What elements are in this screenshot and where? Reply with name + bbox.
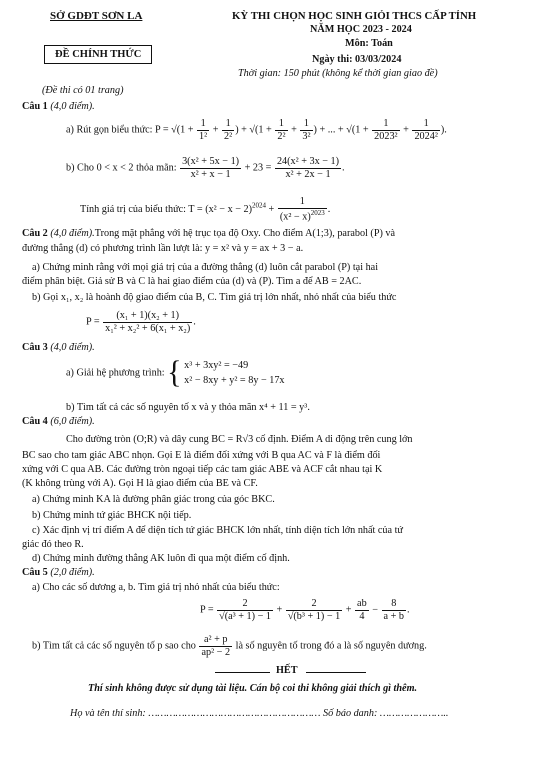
q1-heading <box>22 101 95 114</box>
q1c-exp: 2024 <box>252 201 266 210</box>
q5-title: Câu 5 <box>22 567 48 578</box>
q1-title: Câu 1 <box>22 101 48 112</box>
q1b-frac2: $\frac{\text{24(x² + 3x − 1)}}{\text{x² + 2x − 1}}$ <box>276 156 340 180</box>
q4a: a) Chứng minh KA là đường phân giác trong của góc BKC. <box>32 494 275 505</box>
q5b-numerator: a² + p <box>199 634 232 647</box>
system-brace: { <box>167 355 182 391</box>
footer-note: Thí sinh không được sử dụng tài liệu. Cán bộ coi thi không giải thích gì thêm. <box>88 683 418 694</box>
q3b: b) Tìm tất cả các số nguyên tố x và y thỏa mãn x⁴ + 11 = y³. <box>66 402 310 413</box>
q2-points: (4,0 điểm). <box>50 228 95 239</box>
q1b-end: . <box>342 162 345 174</box>
q4d: d) Chứng minh đường thẳng AK luôn đi qua một điểm cố định. <box>32 553 290 564</box>
candidate-info: Họ và tên thí sinh: ………………………………………………… Số báo danh: ………………….. <box>70 708 449 719</box>
official-badge: ĐỀ CHÍNH THỨC <box>44 45 152 64</box>
q3a <box>66 355 285 391</box>
q4-line1: Cho đường tròn (O;R) và dây cung BC = R√3 cố định. Điểm A di động trên cung lớn <box>66 434 413 445</box>
school-year: NĂM HỌC 2023 - 2024 <box>310 24 412 35</box>
q1a-text: a) Rút gọn biểu thức: P = <box>66 124 172 136</box>
q3-title: Câu 3 <box>22 342 48 353</box>
q4-line2: BC sao cho tam giác ABC nhọn. Gọi E là điểm đối xứng với B qua AC và F là điểm đối <box>22 450 381 461</box>
q2-p-numerator: (x₁ + 1)(x₂ + 1) <box>103 310 192 323</box>
q4c-line1: c) Xác định vị trí điểm A để diện tích tứ giác BHCK lớn nhất, tính diện tích lớn nhất của tứ <box>32 525 403 536</box>
q3a-text: a) Giải hệ phương trình: <box>66 367 165 379</box>
q1c-end: . <box>327 203 331 215</box>
end-rule-left <box>215 672 270 673</box>
q4-line4: (K không trùng với A). Gọi H là giao điểm của BE và CF. <box>22 478 258 489</box>
q2-title: Câu 2 <box>22 228 48 239</box>
q5b-denominator: ap² − 2 <box>201 646 231 658</box>
q1b-frac1: $\frac{\text{3(x² + 5x − 1)}}{\text{x² + x − 1}}$ <box>182 156 240 180</box>
q5a: a) Cho các số dương a, b. Tìm giá trị nhỏ nhất của biểu thức: <box>32 582 280 593</box>
q5b-fraction <box>199 634 232 658</box>
q5b-text-before: b) Tìm tất cả các số nguyên tố p sao cho <box>32 640 196 652</box>
q1b-text: b) Cho 0 < x < 2 thỏa mãn: <box>66 162 177 174</box>
exam-title: KỲ THI CHỌN HỌC SINH GIỎI THCS CẤP TỈNH <box>232 10 477 22</box>
q1c <box>80 196 330 223</box>
q1c-plus: + <box>268 203 275 215</box>
q1c-text: Tính giá trị của biểu thức: T = (x² − x − 2) <box>80 203 252 215</box>
q2-intro2: đường thẳng (d) có phương trình lần lượt là: y = x² và y = ax + 3 − a. <box>22 243 304 254</box>
q3-points: (4,0 điểm). <box>50 342 95 353</box>
q4b: b) Chứng minh tứ giác BHCK nội tiếp. <box>32 510 192 521</box>
exam-date: Ngày thi: 03/03/2024 <box>312 54 402 65</box>
exam-duration: Thời gian: 150 phút (không kể thời gian giao đề) <box>238 68 438 79</box>
q4c-line2: giác đó theo R. <box>22 539 84 550</box>
q4-heading <box>22 416 95 429</box>
q2a-line2: điểm phân biệt. Giả sử B và C là hai giao điểm của (d) và (P). Tìm a để AB = 2AC. <box>22 276 362 287</box>
q2b-formula: P = $\frac{\text{(x₁ + 1)(x₂ + 1)}}{\text{x₁² + x₂² + 6(x₁ + x₂)}}$ . <box>86 310 196 334</box>
q2a-line1: a) Chứng minh rằng với mọi giá trị của a đường thẳng (d) luôn cắt parabol (P) tại hai <box>32 262 379 273</box>
q2-intro1-text: Trong mặt phẳng với hệ trục tọa độ Oxy. Cho điểm A(1;3), parabol (P) và <box>94 228 396 239</box>
equation-2: x² − 8xy + y² = 8y − 17x <box>184 375 285 387</box>
equation-1: x³ + 3xy² = −49 <box>184 360 249 371</box>
page-count: (Đề thi có 01 trang) <box>42 85 124 96</box>
q3-heading <box>22 342 95 355</box>
department-name: SỞ GDĐT SƠN LA <box>50 10 143 22</box>
q1c-frac: $\frac{1}{(x^2 - x)^{2023}}$ <box>279 196 325 223</box>
q1a-formula: √(1 + $\frac{1}{\text{1²}}$ + $\frac{1}{\text{2²}}$ ) + √(1 + $\frac{1}{\text{2²}}$ + $\frac{1}{\text{3²}}$ ) + ... + √(1 + $\frac{1}{\text{2023²}}$ + $\frac{1}{\text{2024²}}$ ). <box>171 118 447 142</box>
q2-intro1 <box>22 228 395 241</box>
q1b-plus: + 23 = <box>244 162 272 174</box>
q4-title: Câu 4 <box>22 416 48 427</box>
q1-points: (4,0 điểm). <box>50 101 95 112</box>
q5a-formula: P = $\frac{2}{\text{√(a³ + 1) − 1}}$ + $\frac{2}{\text{√(b³ + 1) − 1}}$ + $\frac{ab}{4}$ − $\frac{8}{a + b}$ . <box>200 598 410 622</box>
subject: Môn: Toán <box>345 38 393 49</box>
end-marker: HẾT <box>276 665 298 676</box>
q5b-text-after: là số nguyên tố trong đó a là số nguyên dương. <box>235 640 427 652</box>
q2-p-denominator: x₁² + x₂² + 6(x₁ + x₂) <box>105 322 191 334</box>
q4-line3: xứng với C qua AB. Các đường tròn ngoại tiếp các tam giác ABE và ACF cắt nhau tại K <box>22 464 383 475</box>
q5b <box>32 634 427 658</box>
q2b-line1: b) Gọi x₁, x₂ là hoành độ giao điểm của B, C. Tìm giá trị lớn nhất, nhỏ nhất của biểu thức <box>32 292 397 303</box>
equation-system <box>184 358 284 389</box>
q4-points: (6,0 điểm). <box>50 416 95 427</box>
q5-points: (2,0 điểm). <box>50 567 95 578</box>
q1b <box>66 156 345 180</box>
q5-heading <box>22 567 95 580</box>
q1a <box>66 118 447 142</box>
end-rule-right <box>306 672 366 673</box>
